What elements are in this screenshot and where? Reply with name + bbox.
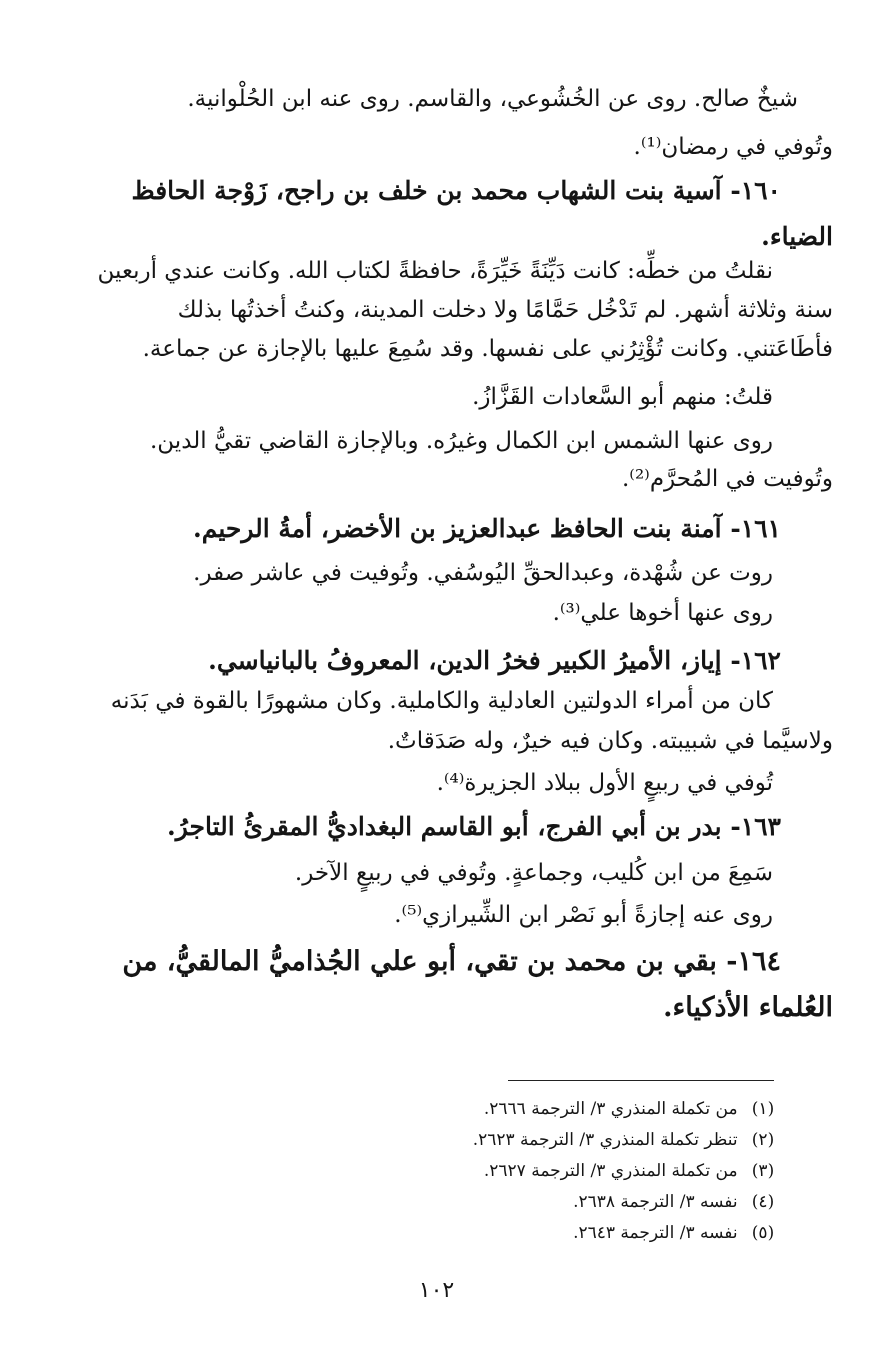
entry-heading-163: ١٦٣- بدر بن أبي الفرج، أبو القاسم البغداديُّ المقرئُ التاجرُ. [167, 812, 781, 841]
footnote-4 [573, 1192, 783, 1212]
entry-heading-160-cont: الضياء. [761, 222, 833, 251]
footnote-text: تنظر تكملة المنذري ٣/ الترجمة ٢٦٢٣. [472, 1130, 738, 1150]
body-line-9: روى عنها الشمس ابن الكمال وغيرُه. وبالإجازة القاضي تقيُّ الدين. [149, 428, 773, 454]
body-line-1: شيخٌ صالح. روى عن الخُشُوعي، والقاسم. روى عنه ابن الحُلْوانية. [187, 86, 798, 112]
footnote-text: من تكملة المنذري ٣/ الترجمة ٢٦٢٧. [483, 1161, 738, 1181]
footnote-number: (٣) [751, 1161, 775, 1181]
body-line-10: وتُوفيت في المُحرَّم⁽²⁾. [621, 466, 833, 492]
entry-heading-164-cont: العُلماء الأذكياء. [663, 992, 833, 1023]
footnote-text: نفسه ٣/ الترجمة ٢٦٣٨. [573, 1192, 738, 1212]
footnote-number: (١) [751, 1099, 775, 1119]
body-line-5: نقلتُ من خطِّه: كانت دَيِّنَةً خَيِّرَةً، حافظةً لكتاب الله. وكانت عندي أربعين [97, 258, 773, 284]
body-line-17: تُوفي في ربيعٍ الأول ببلاد الجزيرة⁽⁴⁾. [436, 770, 773, 796]
footnote-2 [473, 1130, 783, 1150]
body-line-15: كان من أمراء الدولتين العادلية والكاملية. وكان مشهورًا بالقوة في بَدَنه [110, 688, 773, 714]
footnote-number: (٥) [751, 1223, 775, 1243]
page-number: ١٠٢ [418, 1278, 455, 1303]
footnote-divider [508, 1080, 774, 1081]
footnote-number: (٢) [751, 1130, 775, 1150]
body-line-8: قلتُ: منهم أبو السَّعادات القَزَّازُ. [472, 384, 773, 410]
footnote-5 [573, 1223, 783, 1243]
entry-heading-164: ١٦٤- بقي بن محمد بن تقي، أبو علي الجُذاميُّ المالقيُّ، من [122, 946, 781, 977]
entry-heading-161: ١٦١- آمنة بنت الحافظ عبدالعزيز بن الأخضر، أمةُ الرحيم. [192, 514, 781, 543]
entry-heading-160: ١٦٠- آسية بنت الشهاب محمد بن خلف بن راجح، زَوْجة الحافظ [131, 176, 781, 205]
footnote-text: نفسه ٣/ الترجمة ٢٦٤٣. [573, 1223, 738, 1243]
body-line-13: روى عنها أخوها علي⁽³⁾. [552, 600, 773, 626]
body-line-16: ولاسيَّما في شبيبته. وكان فيه خيرٌ، وله صَدَقاتٌ. [387, 728, 833, 754]
footnote-1 [484, 1099, 783, 1119]
body-line-20: روى عنه إجازةً أبو نَصْر ابن الشِّيرازي⁽⁵⁾. [394, 902, 773, 928]
body-line-6: سنة وثلاثة أشهر. لم تَدْخُل حَمَّامًا ولا دخلت المدينة، وكنتُ أخذتُها بذلك [177, 297, 833, 323]
entry-heading-162: ١٦٢- إياز، الأميرُ الكبير فخرُ الدين، المعروفُ بالبانياسي. [208, 646, 781, 675]
footnote-text: من تكملة المنذري ٣/ الترجمة ٢٦٦٦. [483, 1099, 738, 1119]
body-line-2: وتُوفي في رمضان⁽¹⁾. [633, 134, 833, 160]
body-line-12: روت عن شُهْدة، وعبدالحقِّ اليُوسُفي. وتُوفيت في عاشر صفر. [193, 560, 773, 586]
body-line-19: سَمِعَ من ابن كُليب، وجماعةٍ. وتُوفي في ربيعٍ الآخر. [294, 860, 773, 886]
body-line-7: فأطَاعَتني. وكانت تُؤْثِرُني على نفسها. وقد سُمِعَ عليها بالإجازة عن جماعة. [142, 336, 833, 362]
footnote-3 [484, 1161, 783, 1181]
footnote-number: (٤) [751, 1192, 775, 1212]
